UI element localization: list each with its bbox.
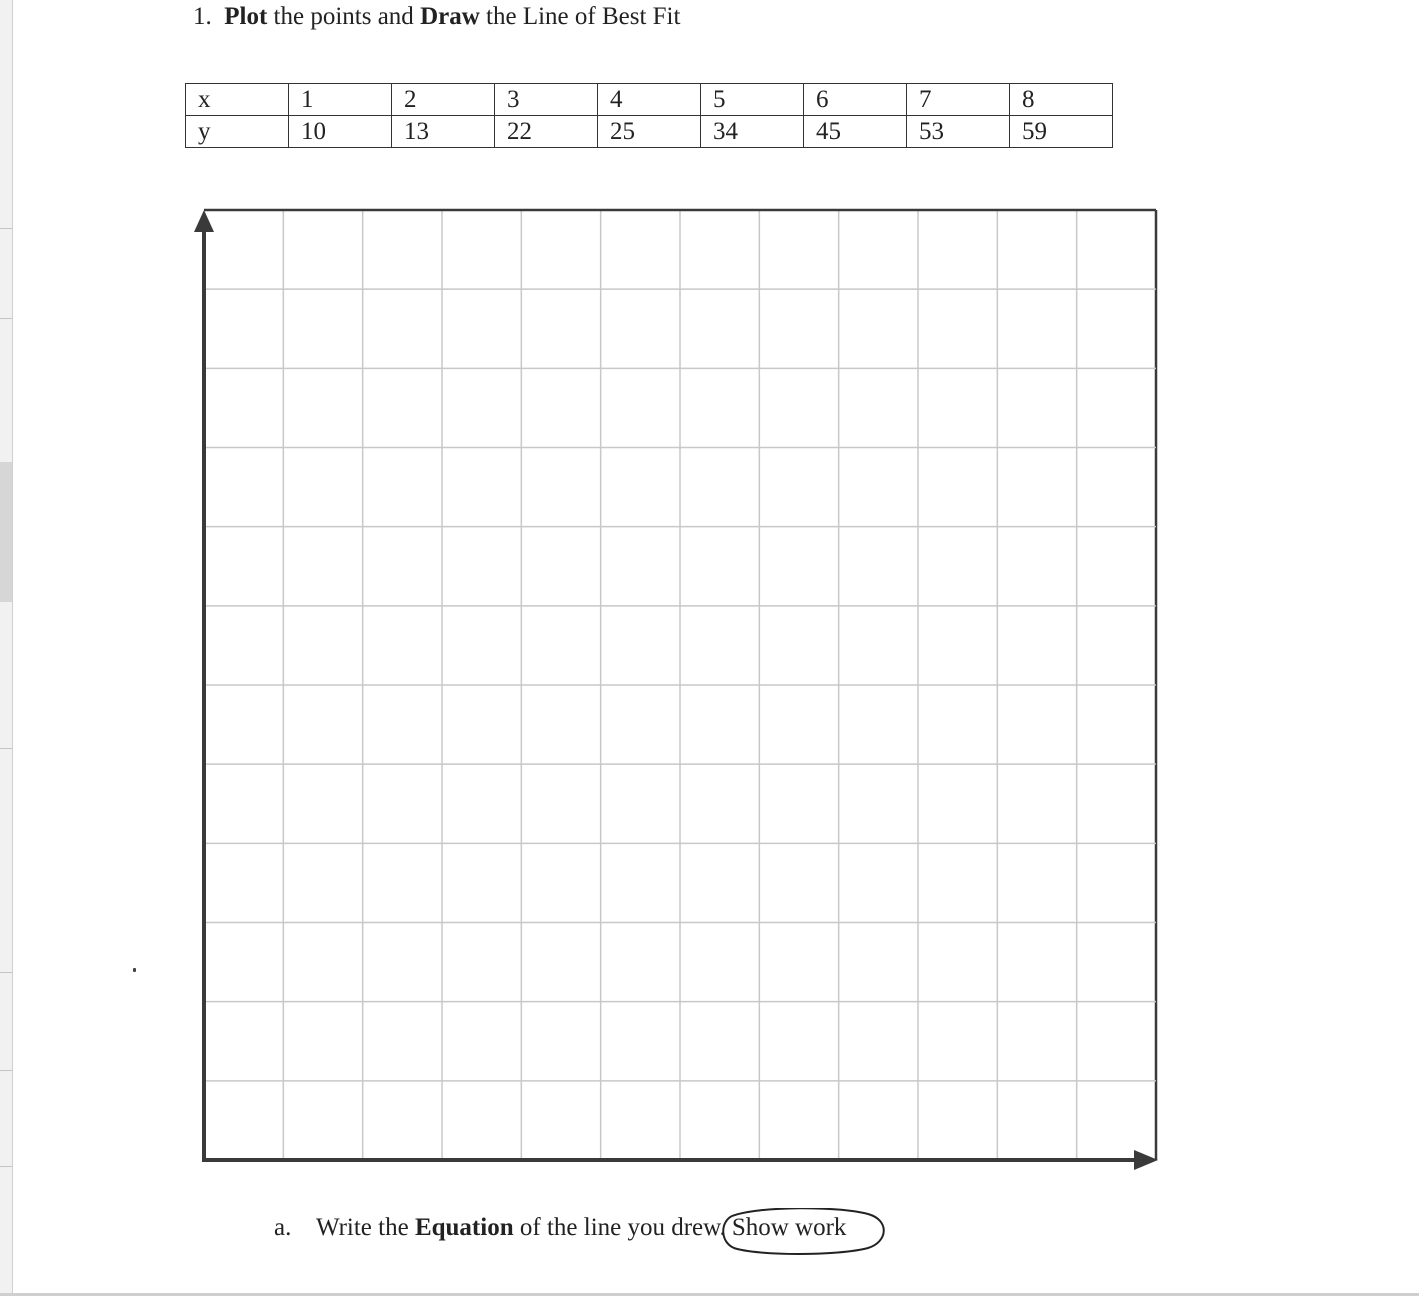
scan-shadow <box>0 462 12 602</box>
table-row-x <box>186 84 1113 116</box>
table-cell: 6 <box>804 84 907 116</box>
table-cell: 2 <box>392 84 495 116</box>
table-cell: 10 <box>289 116 392 148</box>
table-cell: 13 <box>392 116 495 148</box>
coordinate-grid[interactable] <box>190 200 1170 1180</box>
row-label-y: y <box>186 116 289 148</box>
title-bold-plot: Plot <box>224 3 268 30</box>
table-cell: 7 <box>907 84 1010 116</box>
table-row-y <box>186 116 1113 148</box>
question-letter: a. <box>274 1214 292 1241</box>
question-number: 1. <box>193 3 212 30</box>
table-cell: 59 <box>1010 116 1113 148</box>
edge-mark <box>0 228 12 229</box>
row-label-x: x <box>186 84 289 116</box>
question-text-1: Write the <box>316 1214 415 1241</box>
title-text-2: the Line of Best Fit <box>479 3 681 30</box>
edge-mark <box>0 748 12 749</box>
table-cell: 3 <box>495 84 598 116</box>
table-cell: 4 <box>598 84 701 116</box>
edge-mark <box>0 1166 12 1167</box>
data-table <box>185 83 1113 148</box>
title-bold-draw: Draw <box>420 3 480 30</box>
title-text-1: the points and <box>267 3 421 30</box>
table-cell: 45 <box>804 116 907 148</box>
scan-speck <box>133 968 136 972</box>
hand-drawn-circle-icon <box>718 1208 890 1256</box>
table-cell: 22 <box>495 116 598 148</box>
x-axis-arrow-icon <box>1134 1150 1158 1170</box>
show-work-circled <box>726 1214 853 1242</box>
table-cell: 53 <box>907 116 1010 148</box>
page-left-edge <box>0 0 13 1296</box>
table-cell: 8 <box>1010 84 1113 116</box>
y-axis-arrow-icon <box>194 210 214 232</box>
table-cell: 5 <box>701 84 804 116</box>
question-text-2: of the line you drew. <box>513 1214 726 1241</box>
table-cell: 1 <box>289 84 392 116</box>
table-cell: 25 <box>598 116 701 148</box>
question-bold-equation: Equation <box>414 1214 514 1241</box>
question-a <box>274 1214 852 1242</box>
question-title <box>193 3 680 31</box>
show-work-text: Show work <box>731 1214 847 1241</box>
edge-mark <box>0 972 12 973</box>
edge-mark <box>0 318 12 319</box>
edge-mark <box>0 1070 12 1071</box>
grid-lines <box>204 210 1156 1160</box>
table-cell: 34 <box>701 116 804 148</box>
